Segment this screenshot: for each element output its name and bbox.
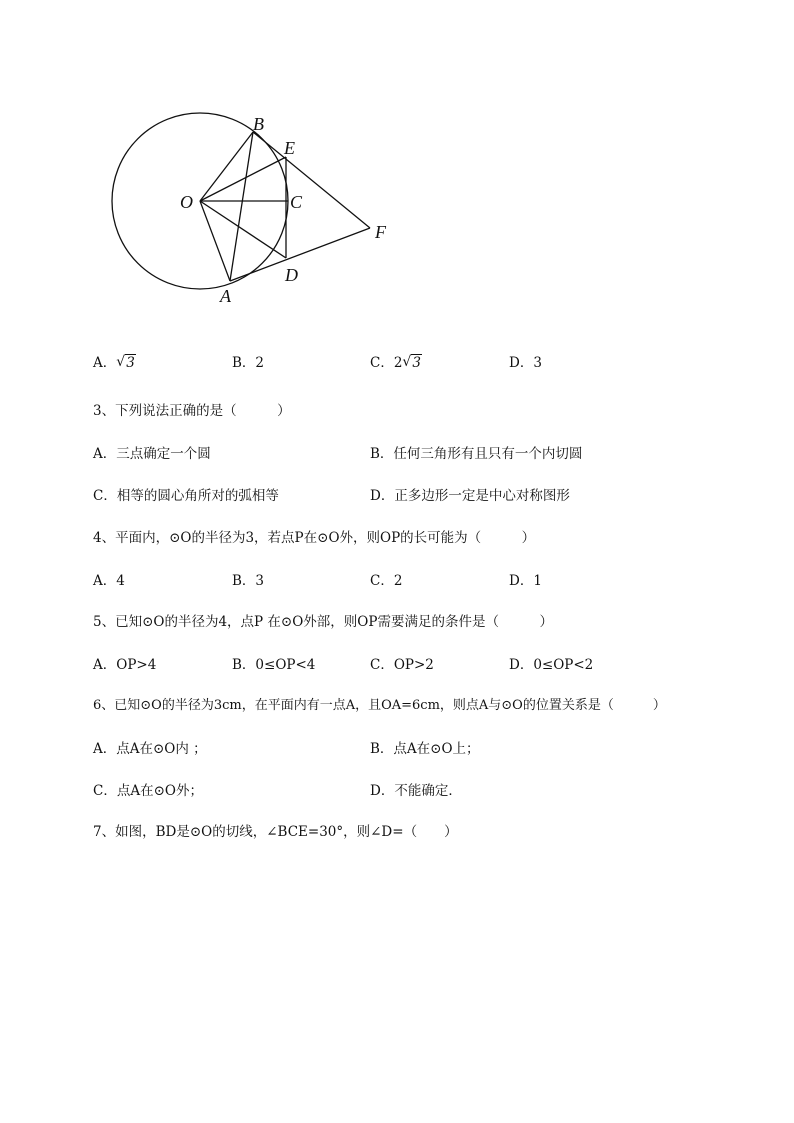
q5-stem: 5、已知⊙O的半径为4，点P 在⊙O外部，则OP需要满足的条件是（ ）	[93, 614, 553, 630]
q5-option-d: D．0≤OP<2	[509, 657, 594, 673]
segment-ob	[200, 132, 253, 201]
label-e: E	[284, 138, 295, 158]
q2-option-a	[93, 354, 136, 372]
q5-option-a: A．OP>4	[93, 657, 157, 673]
q4-option-d: D．1	[509, 573, 542, 589]
segment-af	[230, 228, 370, 281]
q4-option-a: A．4	[93, 573, 125, 589]
q3-option-a: A．三点确定一个圆	[93, 446, 211, 462]
q2-option-a-radicand: 3	[126, 355, 135, 371]
q2-option-c	[370, 354, 422, 372]
q2-option-c-prefix: C．2	[370, 355, 403, 371]
label-b: B	[253, 114, 264, 134]
segment-bf	[253, 132, 370, 228]
segment-oa	[200, 201, 230, 281]
q2-option-a-prefix: A．	[93, 355, 117, 371]
q6-option-b: B．点A在⊙O上；	[370, 741, 480, 757]
q3-option-c: C．相等的圆心角所对的弧相等	[93, 488, 279, 504]
q5-option-b: B．0≤OP<4	[232, 657, 316, 673]
q6-stem: 6、已知⊙O的半径为3cm，在平面内有一点A，且OA=6cm，则点A与⊙O的位置关系是（ ）	[93, 698, 666, 713]
label-c: C	[290, 192, 303, 212]
q6-option-d: D．不能确定．	[370, 783, 462, 799]
q6-option-c: C．点A在⊙O外；	[93, 783, 203, 799]
q2-option-d: D．3	[509, 355, 542, 371]
label-d: D	[285, 265, 298, 285]
q2-option-b: B．2	[232, 355, 265, 371]
label-f: F	[375, 222, 386, 242]
label-o: O	[180, 192, 193, 212]
geometry-figure	[100, 110, 410, 310]
q5-option-c: C．OP>2	[370, 657, 434, 673]
q2-option-c-radicand: 3	[412, 355, 422, 371]
q4-option-c: C．2	[370, 573, 403, 589]
q3-option-b: B．任何三角形有且只有一个内切圆	[370, 446, 583, 462]
q3-option-d: D．正多边形一定是中心对称图形	[370, 488, 570, 504]
q4-option-b: B．3	[232, 573, 265, 589]
q3-stem: 3、下列说法正确的是（ ）	[93, 403, 291, 419]
segment-od	[200, 201, 286, 258]
sqrt-symbol: √ 3	[116, 354, 135, 371]
sqrt-symbol: √ 3	[402, 354, 422, 371]
segment-ba	[230, 132, 253, 281]
circle-diagram	[100, 110, 410, 310]
label-a: A	[220, 286, 231, 306]
q7-stem: 7、如图，BD是⊙O的切线，∠BCE=30°，则∠D=（ ）	[93, 824, 458, 840]
q4-stem: 4、平面内，⊙O的半径为3，若点P在⊙O外，则OP的长可能为（ ）	[93, 530, 536, 546]
q6-option-a: A．点A在⊙O内 ；	[93, 741, 207, 757]
